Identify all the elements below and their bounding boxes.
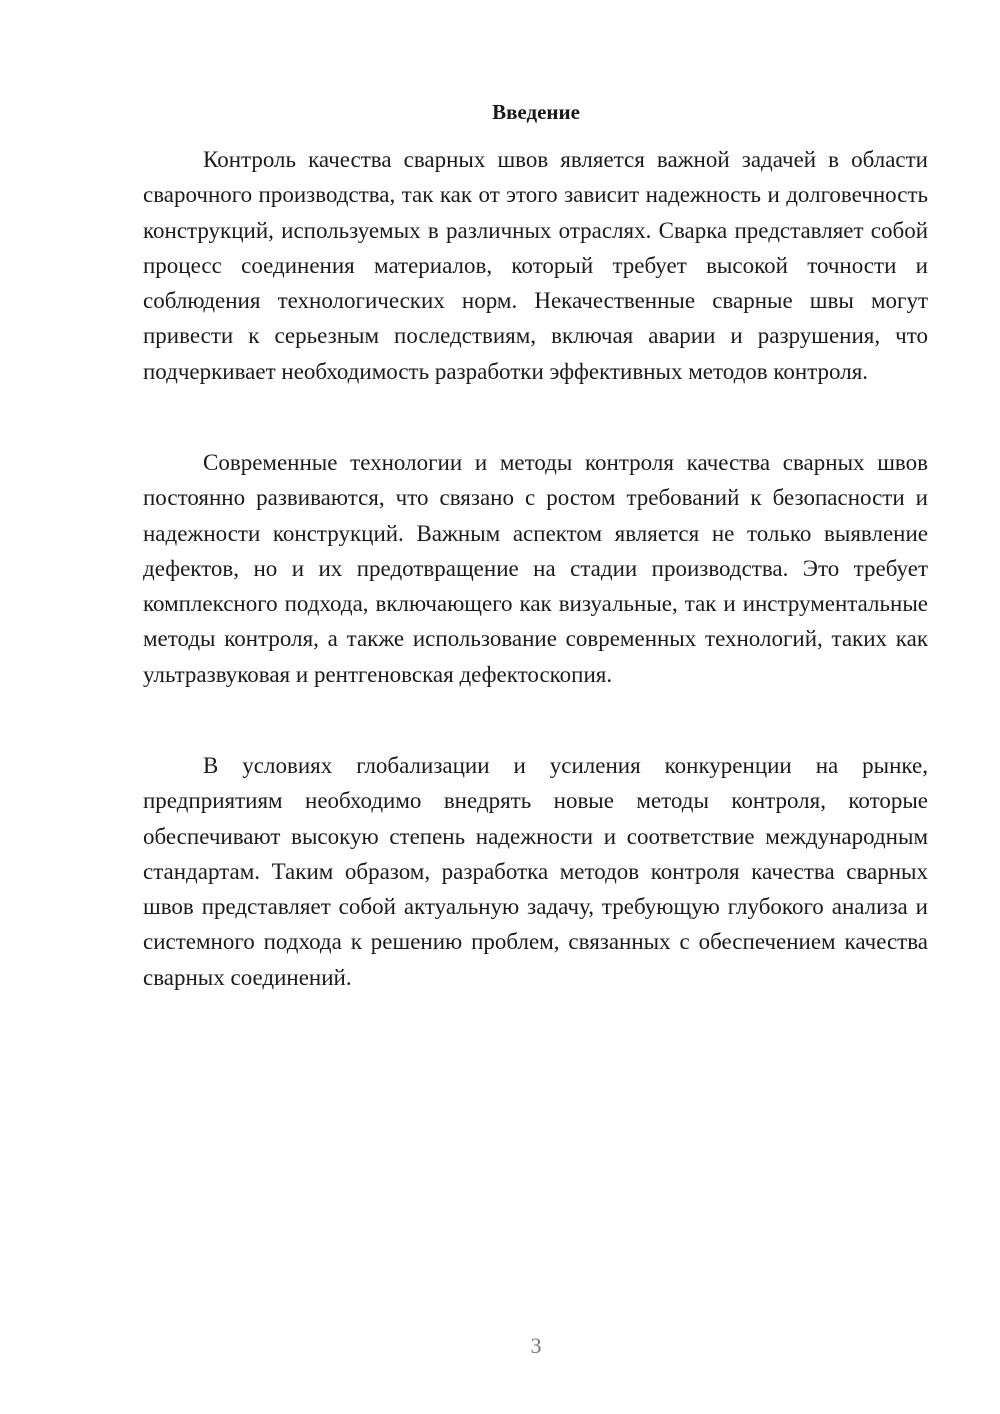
paragraph: Современные технологии и методы контроля качества сварных швов постоянно развиваются, что связано с ростом требований к безопасности и надежности конструкций. Важным аспектом является не только выявление дефектов, но и их предотвращение на стадии производства. Это требует комплексного подхода, включающего как визуальные, так и инструментальные методы контроля, а также использование современных технологий, таких как ультразвуковая и рентгеновская дефектоскопия. xyxy=(143,450,928,687)
paragraph: Контроль качества сварных швов является важной задачей в области сварочного производства, так как от этого зависит надежность и долговечность конструкций, используемых в различных отраслях. Сварка представляет собой процесс соединения материалов, который требует высокой точности и соблюдения технологических норм. Некачественные сварные швы могут привести к серьезным последствиям, включая аварии и разрушения, что подчеркивает необходимость разработки эффективных методов контроля. xyxy=(143,147,928,384)
section-title: Введение xyxy=(492,100,580,124)
page-number: 3 xyxy=(530,1333,542,1358)
paragraph: В условиях глобализации и усиления конкуренции на рынке, предприятиям необходимо внедрять новые методы контроля, которые обеспечивают высокую степень надежности и соответствие международным стандартам. Таким образом, разработка методов контроля качества сварных швов представляет собой актуальную задачу, требующую глубокого анализа и системного подхода к решению проблем, связанных с обеспечением качества сварных соединений. xyxy=(143,753,928,990)
